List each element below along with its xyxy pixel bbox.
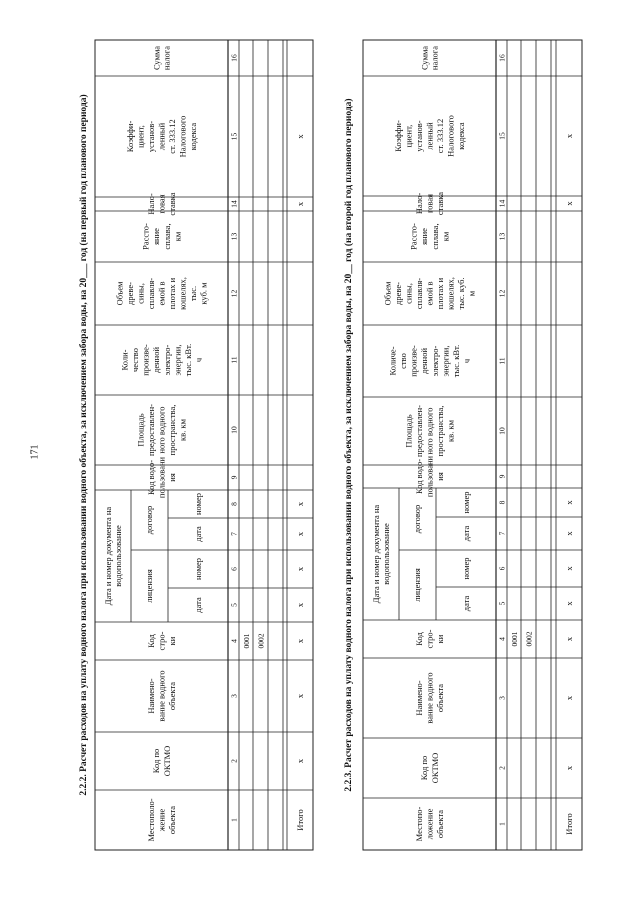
header-raft-distance-line: сплава, [161, 223, 172, 250]
column-number-5 [230, 603, 239, 607]
header-energy-amount-line: ч [193, 357, 204, 363]
column-number-12-line: 12 [497, 289, 507, 298]
header-coefficient-line: установ- [146, 120, 156, 153]
header-water-body-name-line: вание водного [424, 672, 435, 724]
header-line-code-line: ки [167, 636, 177, 646]
column-number-2-line: 2 [229, 759, 239, 763]
header-license-number [193, 558, 203, 580]
column-number-10-line: 10 [497, 427, 507, 435]
header-water-body-name-line: вание водного [156, 670, 167, 722]
header-coefficient-line: ст. 333.12 [167, 119, 177, 154]
header-timber-volume-line: тыс. куб. [456, 277, 466, 310]
header-license-date-line: дата [461, 595, 471, 612]
header-area-line: пространства, [167, 404, 177, 456]
column-number-12 [498, 290, 507, 298]
header-document-group-line: водопользование [113, 525, 123, 587]
header-timber-volume-line: сплавля- [146, 277, 156, 310]
header-coefficient-line: Налогового [177, 115, 188, 158]
header-energy-amount-line: тыс. кВт. [450, 344, 461, 378]
header-location [414, 806, 445, 841]
header-line-code-line: Код [146, 634, 156, 648]
header-coefficient-line: Коэффи- [393, 120, 403, 152]
column-number-1-line: 1 [229, 818, 239, 822]
header-energy-amount-line: электро- [429, 345, 440, 377]
row-code-0001 [510, 631, 519, 646]
header-timber-volume-line: сины, [135, 283, 146, 304]
header-document-group-line: водопользование [381, 523, 391, 585]
header-location-line: Местопо- [414, 806, 424, 842]
column-number-3 [230, 694, 239, 698]
column-number-10 [498, 427, 507, 435]
header-coefficient-line: циент, [403, 124, 414, 148]
column-number-16 [498, 54, 507, 62]
header-line-code-line: Код [414, 632, 424, 646]
column-number-10 [230, 426, 239, 434]
header-contract-date-line: дата [461, 525, 471, 542]
header-raft-distance-line: Рассто- [140, 223, 151, 250]
row-code-0001 [242, 633, 251, 648]
header-timber-volume-line: Объем [114, 281, 125, 306]
total-x-mark-line: х [564, 133, 574, 139]
header-coefficient-line: ст. 333.12 [435, 118, 445, 154]
column-number-7-line: 7 [497, 531, 507, 536]
header-tax-rate [146, 192, 177, 215]
header-tax-amount-line: Сумма [419, 45, 430, 71]
header-tax-rate-line: Нало- [414, 192, 424, 215]
header-license-line: лицензия [144, 569, 154, 603]
header-oktmo [419, 753, 440, 784]
header-oktmo [151, 746, 172, 777]
header-energy-amount-line: произве- [140, 344, 151, 376]
row-code-0002-line: 0002 [256, 633, 266, 649]
header-coefficient-line: циент, [135, 125, 146, 148]
header-tax-amount-line: Сумма [151, 45, 162, 71]
header-license-date-line: дата [193, 597, 203, 613]
header-timber-volume-line: емой в [424, 281, 435, 306]
column-number-16 [230, 54, 239, 62]
header-water-use-code-line: Код водо- [146, 459, 156, 496]
column-number-9-line: 9 [497, 474, 507, 479]
total-label [295, 809, 305, 831]
column-number-15 [498, 132, 507, 140]
column-number-9-line: 9 [229, 475, 239, 480]
table-caption [78, 94, 89, 795]
total-x-mark-line: х [564, 531, 574, 536]
column-number-7 [230, 532, 239, 536]
total-x-mark-line: х [564, 636, 574, 642]
header-location-line: жение [156, 808, 167, 832]
header-tax-amount [420, 46, 440, 70]
header-coefficient-line: кодекса [188, 122, 198, 151]
header-energy-amount-line: ч [461, 358, 472, 364]
total-x-mark-line: х [295, 638, 305, 644]
total-x-mark-line: х [295, 134, 305, 139]
row-code-0002 [525, 631, 534, 646]
header-energy-amount-line: энергии, [172, 344, 183, 376]
total-x-mark-line: х [295, 602, 305, 608]
column-number-8 [230, 502, 239, 506]
header-license [144, 569, 154, 603]
header-water-body-name-line: объекта [167, 681, 177, 711]
header-contract-number [461, 491, 471, 513]
header-raft-distance-line: яние [419, 228, 430, 245]
total-x-mark-line: х [564, 695, 574, 701]
column-number-3 [498, 696, 507, 700]
column-number-2-line: 2 [497, 766, 507, 770]
column-number-13-line: 13 [497, 232, 507, 241]
total-x-mark-line: х [295, 566, 305, 572]
column-number-14 [230, 200, 239, 208]
header-contract-date [193, 526, 203, 542]
header-tax-rate-line: говая [424, 193, 435, 214]
header-energy-amount-line: денной [151, 347, 162, 373]
header-license-number-line: номер [193, 557, 203, 581]
column-number-5-line: 5 [229, 603, 239, 607]
header-area-line: пространства, [435, 405, 445, 457]
header-coefficient-line: ленный [156, 122, 167, 151]
total-x-mark-line: х [564, 566, 574, 571]
column-number-6-line: 6 [497, 566, 507, 571]
total-x-mark-line: х [295, 531, 305, 537]
header-line-code-line: стро- [424, 629, 435, 649]
header-energy-amount-line: Коли- [119, 349, 130, 371]
column-number-7 [498, 531, 507, 535]
column-number-9 [230, 475, 239, 479]
header-timber-volume-line: куб. м [198, 282, 209, 305]
total-label-line: Итого [564, 813, 574, 835]
header-coefficient-line: установ- [414, 120, 424, 152]
header-contract-number [193, 493, 203, 515]
header-area-line: Площадь [135, 413, 146, 447]
header-coefficient-line: кодекса [456, 122, 466, 150]
header-oktmo-line: ОКТМО [161, 745, 172, 777]
header-tax-rate-line: ставка [435, 191, 445, 216]
column-number-15 [230, 133, 239, 141]
header-area-line: кв. км [177, 419, 188, 441]
header-tax-amount [152, 46, 172, 70]
header-coefficient-line: Коэффи- [125, 120, 135, 153]
column-number-5-line: 5 [497, 601, 507, 606]
header-contract-date [461, 526, 471, 542]
column-number-12 [230, 290, 239, 298]
header-water-use-code-line: ия [167, 473, 177, 482]
column-number-2 [498, 766, 507, 770]
header-energy-amount-line: произве- [408, 345, 419, 377]
column-number-4 [230, 639, 239, 643]
header-timber-volume-line: м [466, 290, 477, 297]
header-area-line: Площадь [403, 414, 414, 448]
column-number-11 [230, 356, 239, 363]
header-raft-distance-line: км [172, 231, 183, 242]
column-number-5 [498, 601, 507, 605]
column-number-4-line: 4 [229, 639, 239, 643]
header-contract-line: договор [144, 505, 154, 535]
column-number-9 [498, 474, 507, 478]
total-x-mark-line: х [295, 201, 305, 207]
column-number-6-line: 6 [229, 567, 239, 571]
column-number-8 [498, 500, 507, 504]
total-x-mark-line: х [295, 501, 305, 507]
column-number-11 [498, 357, 507, 364]
column-number-1 [230, 818, 239, 822]
header-area-line: кв. км [445, 420, 456, 442]
row-code-0002 [257, 633, 266, 648]
header-water-use-code-line: ия [435, 472, 445, 481]
header-contract-number-line: номер [461, 491, 471, 514]
header-timber-volume-line: сины, [403, 283, 414, 304]
column-number-7-line: 7 [229, 532, 239, 536]
header-license-date [193, 597, 203, 613]
header-water-use-code-line: Код водо- [414, 458, 424, 495]
header-license-date [461, 596, 471, 612]
total-x-mark-line: х [295, 693, 305, 699]
column-number-13 [230, 233, 239, 241]
header-tax-rate [414, 192, 445, 215]
header-location-line: Местополо- [146, 798, 156, 842]
column-number-1 [498, 822, 507, 826]
header-energy-amount-line: ство [398, 353, 409, 369]
header-contract [144, 506, 154, 535]
column-number-6 [498, 566, 507, 570]
total-x-mark-line: х [564, 765, 574, 771]
header-coefficient-line: Налогового [445, 115, 456, 157]
total-label-line: Итого [295, 809, 305, 831]
column-number-4 [498, 637, 507, 641]
header-contract-date-line: дата [193, 526, 203, 542]
column-number-13-line: 13 [229, 232, 239, 241]
header-oktmo-line: ОКТМО [429, 752, 440, 784]
header-location-line: объекта [435, 809, 445, 839]
header-water-body-name-line: Наимено- [146, 678, 156, 714]
column-number-8-line: 8 [229, 502, 239, 506]
header-energy-amount-line: чество [130, 348, 141, 372]
column-number-14-line: 14 [229, 200, 239, 208]
header-energy-amount-line: тыс. кВт. [182, 343, 193, 377]
table-caption [343, 98, 354, 791]
header-water-use-code-line: пользовани [424, 455, 435, 498]
header-contract-number-line: номер [193, 492, 203, 516]
header-location-line: объекта [167, 805, 177, 835]
total-x-mark-line: х [564, 500, 574, 505]
header-timber-volume-line: тыс. [188, 285, 198, 302]
header-raft-distance-line: Рассто- [408, 223, 419, 250]
header-water-use-code-line: пользовани [156, 456, 167, 499]
header-timber-volume-line: кошелях, [177, 277, 188, 310]
column-number-14 [498, 200, 507, 208]
row-code-0001-line: 0001 [510, 631, 519, 647]
column-number-15-line: 15 [229, 132, 239, 141]
header-oktmo-line: Код по [419, 755, 430, 781]
header-raft-distance-line: сплава, [429, 223, 440, 250]
column-number-1-line: 1 [497, 822, 507, 826]
header-area-line: ного водного [424, 407, 435, 455]
column-number-14-line: 14 [497, 199, 507, 208]
column-number-15-line: 15 [497, 132, 507, 140]
header-timber-volume-line: плотах и [167, 277, 177, 310]
header-oktmo-line: Код по [151, 748, 162, 774]
header-location-line: ложение [424, 808, 435, 840]
column-number-12-line: 12 [229, 289, 239, 298]
total-label [564, 813, 574, 835]
header-tax-rate-line: Нало- [146, 193, 156, 215]
header-timber-volume-line: Объем [382, 281, 393, 306]
header-water-body-name-line: Наимено- [414, 680, 424, 716]
header-document-group-line: Дата и номер документа на [371, 504, 381, 604]
header-energy-amount [120, 344, 204, 376]
column-number-6 [230, 567, 239, 571]
header-document-group-line: Дата и номер документа на [103, 506, 113, 606]
header-tax-amount-line: налога [429, 45, 440, 71]
column-number-10-line: 10 [229, 426, 239, 434]
total-x-mark-line: х [295, 758, 305, 764]
column-number-11-line: 11 [229, 356, 239, 364]
header-line-code-line: ки [435, 634, 445, 644]
header-timber-volume-line: емой в [156, 281, 167, 306]
column-number-2 [230, 759, 239, 763]
column-number-16-line: 16 [229, 54, 239, 62]
row-code-0001-line: 0001 [242, 633, 251, 649]
header-raft-distance-line: км [440, 231, 451, 242]
header-tax-rate-line: ставка [167, 192, 177, 216]
header-license-number [461, 557, 471, 579]
header-coefficient-line: ленный [424, 122, 435, 150]
header-contract-line: договор [412, 504, 422, 534]
column-number-3-line: 3 [229, 694, 239, 698]
column-number-13 [498, 233, 507, 241]
row-code-0002-line: 0002 [524, 631, 534, 647]
header-area-line: ного водного [156, 406, 167, 454]
header-license-number-line: номер [461, 557, 471, 580]
header-line-code-line: стро- [156, 631, 167, 651]
column-number-16-line: 16 [497, 54, 507, 62]
header-contract [412, 505, 422, 534]
column-number-11-line: 11 [497, 357, 507, 365]
column-number-8-line: 8 [497, 500, 507, 505]
header-raft-distance-line: яние [151, 228, 162, 245]
header-timber-volume-line: сплавля- [414, 277, 424, 310]
header-water-body-name-line: объекта [435, 683, 445, 713]
header-area-line: предоставлен- [146, 404, 156, 456]
header-tax-amount-line: налога [161, 45, 172, 71]
header-energy-amount-line: энергии, [440, 345, 451, 377]
total-x-mark-line: х [564, 201, 574, 206]
column-number-3-line: 3 [497, 696, 507, 700]
header-license-line: лицензия [412, 568, 422, 602]
header-timber-volume-line: плотах и [435, 277, 445, 310]
header-timber-volume-line: кошелях, [445, 277, 456, 310]
header-energy-amount-line: электро- [161, 344, 172, 376]
table-caption-line: 2.2.2. Расчет расходов на уплату водного налога при использовании водного объекта, за исключением забора воды, на 20___ год (на первый год планового периода) [79, 94, 89, 796]
header-energy-amount-line: денной [419, 348, 430, 374]
total-x-mark-line: х [564, 601, 574, 606]
table-caption-line: 2.2.3. Расчет расходов на уплату водного налога при использовании водного объекта, за исключением забора воды, на 20__ год (на второй год планового периода) [344, 98, 354, 792]
header-energy-amount-line: Количе- [387, 346, 398, 376]
page-number: 171 [29, 444, 41, 460]
column-number-4-line: 4 [497, 637, 507, 641]
header-area-line: предоставлен- [414, 405, 424, 457]
header-tax-rate-line: говая [156, 194, 167, 214]
header-timber-volume-line: древе- [125, 282, 135, 305]
header-timber-volume-line: древе- [393, 282, 403, 305]
header-license [412, 568, 422, 602]
